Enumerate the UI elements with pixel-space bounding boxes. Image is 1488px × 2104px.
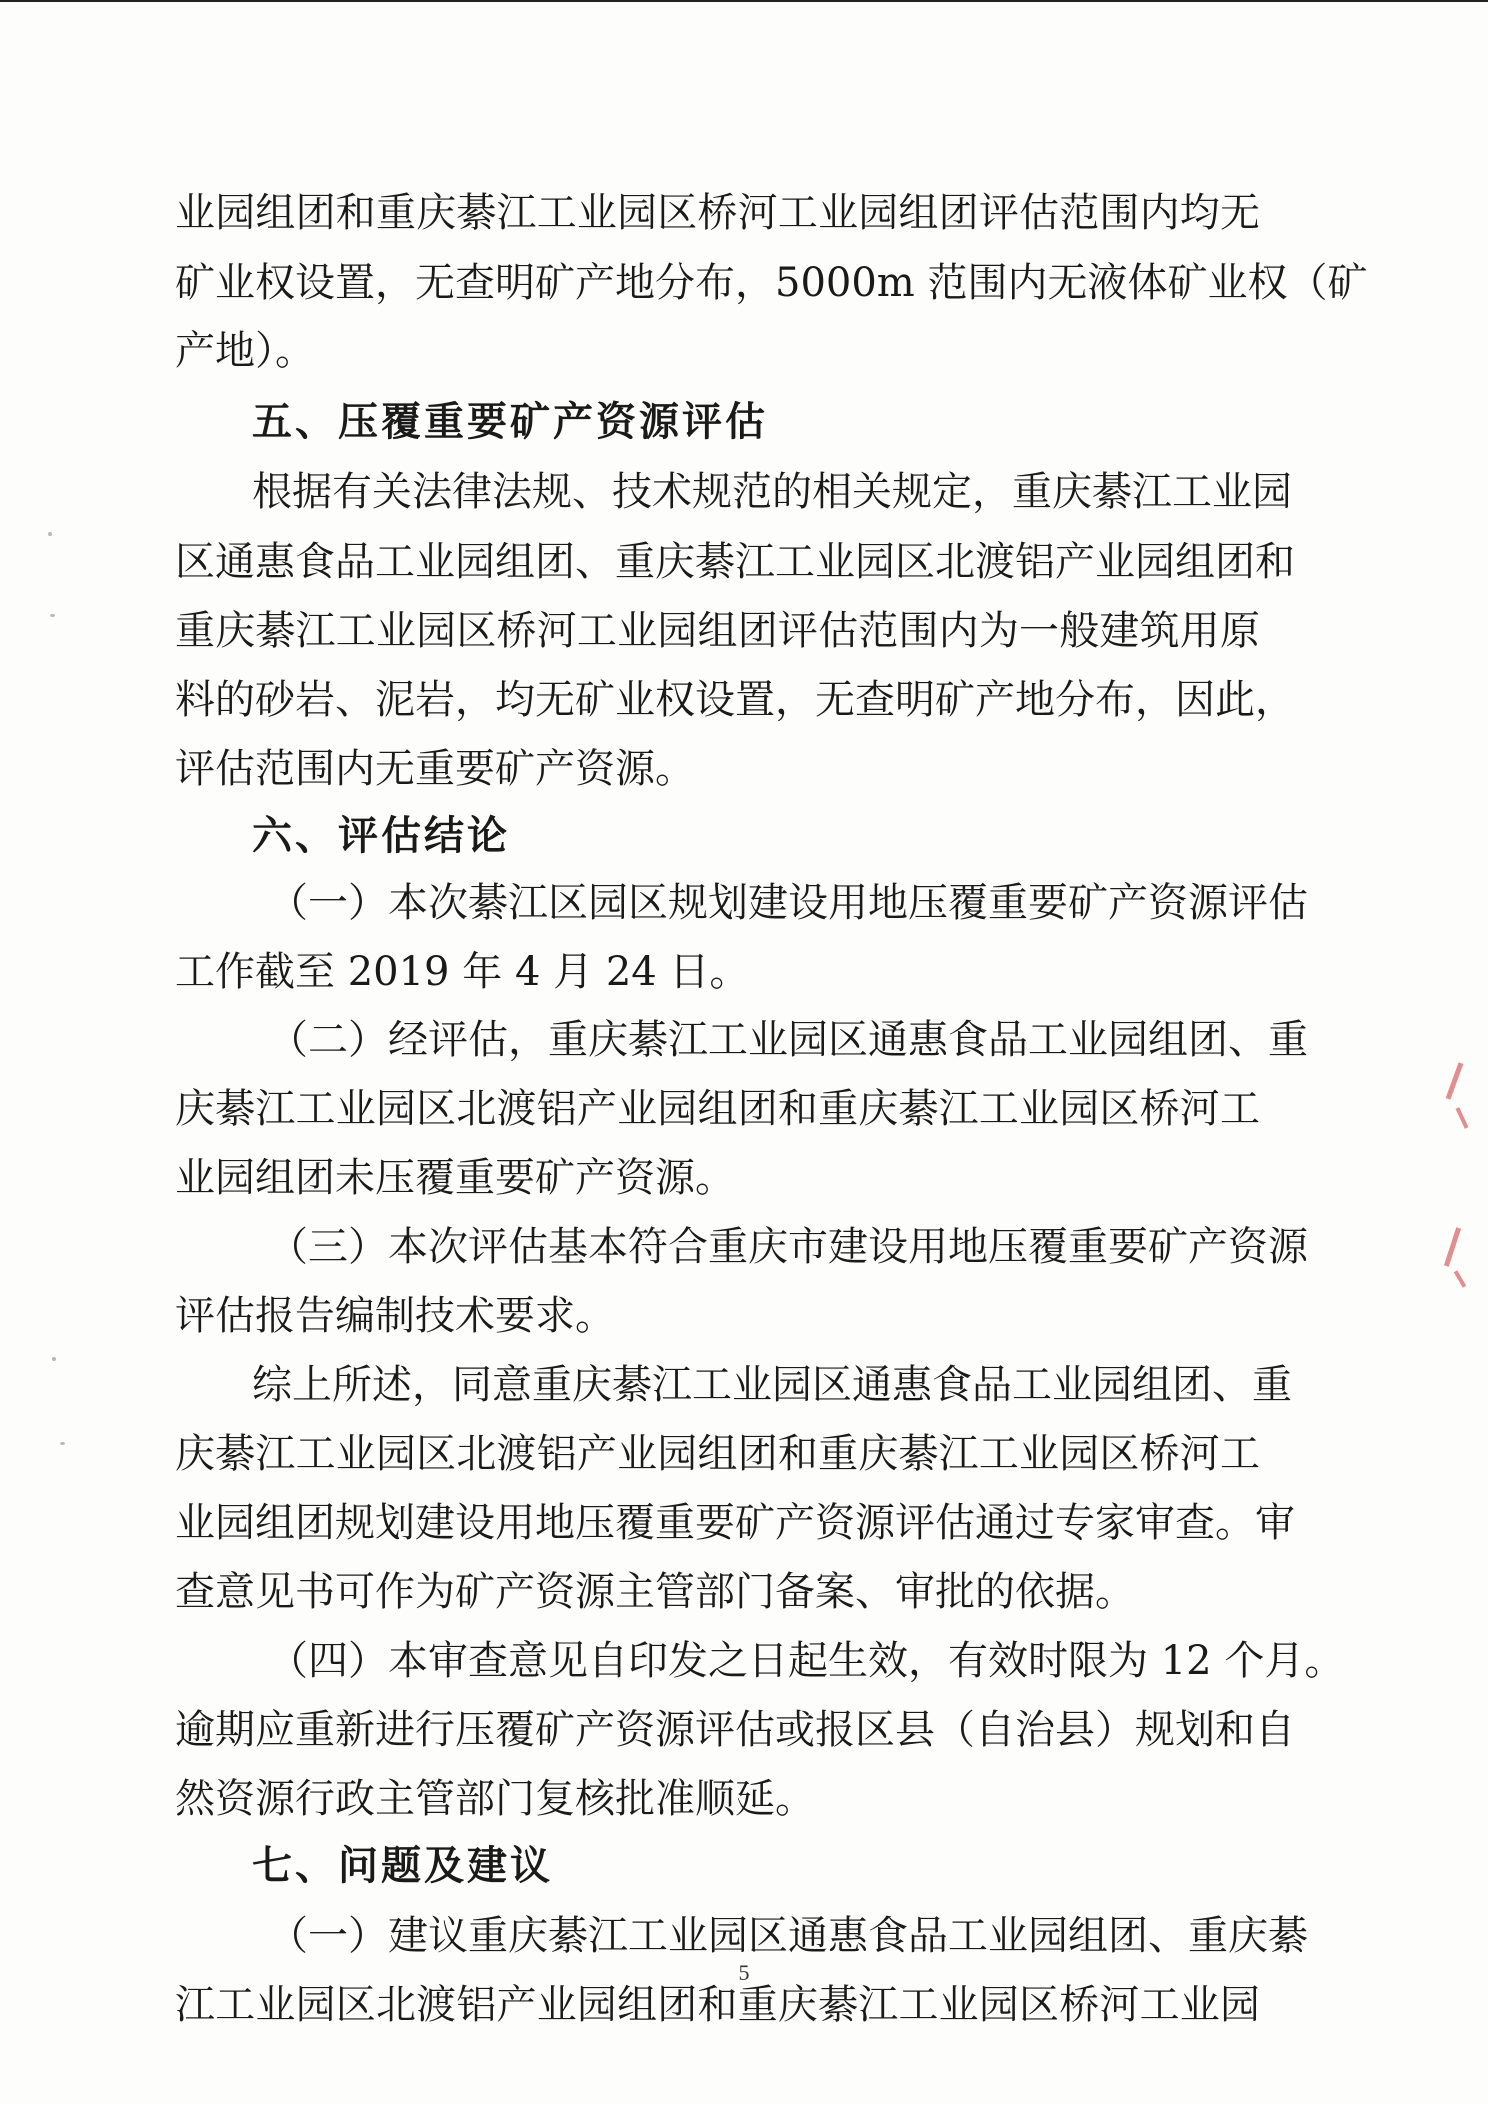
section-heading-7: 七、问题及建议 (252, 1843, 553, 1889)
body-line: 产地）。 (175, 328, 315, 374)
body-line: 查意见书可作为矿产资源主管部门备案、审批的依据。 (175, 1569, 1135, 1615)
body-line: 庆綦江工业园区北渡铝产业园组团和重庆綦江工业园区桥河工 (175, 1431, 1260, 1477)
body-line: 逾期应重新进行压覆矿产资源评估或报区县（自治县）规划和自 (175, 1707, 1295, 1753)
body-line: 矿业权设置，无查明矿产地分布，5000m 范围内无液体矿业权（矿 (175, 260, 1368, 306)
body-line: 评估范围内无重要矿产资源。 (175, 746, 695, 792)
body-line: （三）本次评估基本符合重庆市建设用地压覆重要矿产资源 (268, 1224, 1308, 1270)
body-line: （四）本审查意见自印发之日起生效，有效时限为 12 个月。 (268, 1638, 1345, 1684)
body-line: 料的砂岩、泥岩，均无矿业权设置，无查明矿产地分布，因此， (175, 677, 1295, 723)
body-line: （一）建议重庆綦江工业园区通惠食品工业园组团、重庆綦 (268, 1913, 1308, 1959)
body-line: 庆綦江工业园区北渡铝产业园组团和重庆綦江工业园区桥河工 (175, 1086, 1260, 1132)
body-line: 业园组团未压覆重要矿产资源。 (175, 1155, 735, 1201)
section-heading-6: 六、评估结论 (252, 813, 510, 859)
scan-speck (50, 614, 55, 617)
body-line: 工作截至 2019 年 4 月 24 日。 (175, 949, 750, 995)
body-line: 重庆綦江工业园区桥河工业园组团评估范围内为一般建筑用原 (175, 608, 1260, 654)
body-line: 评估报告编制技术要求。 (175, 1293, 615, 1339)
body-line: 业园组团规划建设用地压覆重要矿产资源评估通过专家审查。审 (175, 1500, 1295, 1546)
body-line: 综上所述，同意重庆綦江工业园区通惠食品工业园组团、重 (252, 1362, 1292, 1408)
page-number: 5 (738, 1960, 750, 1985)
body-line: 根据有关法律法规、技术规范的相关规定，重庆綦江工业园 (252, 469, 1292, 515)
body-line: 然资源行政主管部门复核批准顺延。 (175, 1776, 815, 1822)
body-line: 江工业园区北渡铝产业园组团和重庆綦江工业园区桥河工业园 (175, 1982, 1260, 2028)
scan-speck (48, 532, 52, 536)
scan-speck (52, 1357, 56, 1361)
section-heading-5: 五、压覆重要矿产资源评估 (252, 399, 768, 445)
body-line: 区通惠食品工业园组团、重庆綦江工业园区北渡铝产业园组团和 (175, 539, 1295, 585)
body-line: （二）经评估，重庆綦江工业园区通惠食品工业园组团、重 (268, 1017, 1308, 1063)
body-line: 业园组团和重庆綦江工业园区桥河工业园组团评估范围内均无 (175, 190, 1260, 236)
body-line: （一）本次綦江区园区规划建设用地压覆重要矿产资源评估 (268, 880, 1308, 926)
scan-speck (60, 1442, 65, 1445)
